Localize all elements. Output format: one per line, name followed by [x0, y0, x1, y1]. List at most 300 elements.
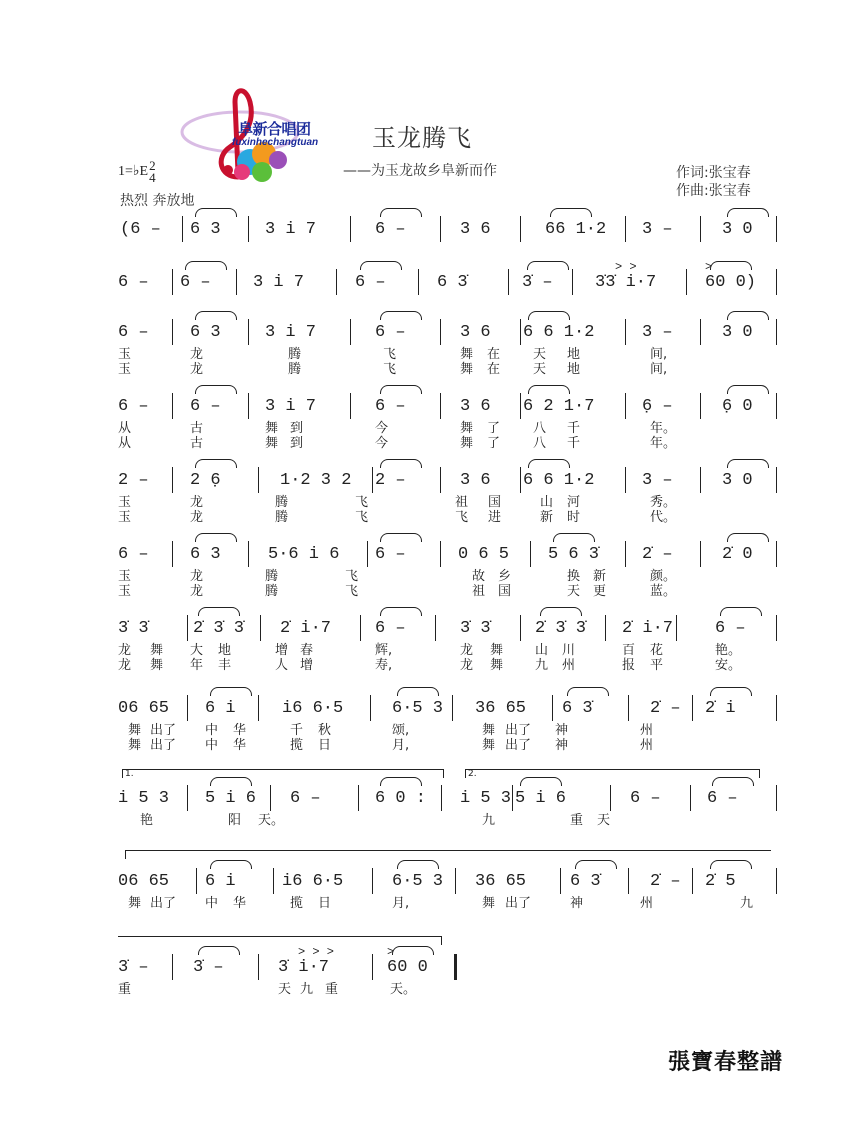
accent-mark: > >	[615, 260, 637, 274]
lyric-syllable: 到	[290, 421, 304, 436]
lyric-syllable: 天	[597, 813, 611, 828]
lyric-syllable: 故	[472, 569, 486, 584]
lyric-syllable: 年	[190, 658, 204, 673]
barline	[700, 541, 701, 567]
measure-notes: 6 –	[375, 220, 406, 239]
barline	[172, 319, 173, 345]
slur-mark	[527, 261, 569, 270]
lyric-syllable: 腾	[288, 347, 302, 362]
slur-mark	[575, 860, 617, 869]
key-signature	[118, 160, 156, 184]
slur-mark	[727, 208, 769, 217]
lyric-syllable: 舞	[128, 738, 142, 753]
barline	[273, 868, 274, 894]
lyric-syllable: 出了	[505, 723, 532, 738]
lyric-syllable: 龙	[118, 643, 132, 658]
lyricist: 作词:张宝春	[676, 165, 751, 181]
lyric-syllable: 舞	[482, 738, 496, 753]
measure-notes: 2̇ –	[650, 872, 681, 891]
lyric-syllable: 千	[290, 723, 304, 738]
lyric-syllable: 间,	[650, 347, 668, 362]
measure-notes: 2̇ 3̇ 3̇	[193, 619, 245, 638]
measure-notes: 6 2 1·7	[523, 397, 595, 416]
lyric-syllable: 艳。	[715, 643, 742, 658]
barline	[350, 319, 351, 345]
measure-notes: 2̇ –	[650, 699, 681, 718]
lyric-syllable: 飞	[345, 569, 359, 584]
lyric-syllable: 龙	[190, 569, 204, 584]
barline	[776, 269, 777, 295]
lyric-syllable: 国	[498, 584, 512, 599]
lyric-syllable: 天	[533, 362, 547, 377]
lyric-syllable: 舞	[265, 436, 279, 451]
measure-notes: 3̇ –	[118, 958, 149, 977]
slur-mark	[528, 459, 570, 468]
lyric-syllable: 八	[533, 421, 547, 436]
score-line	[0, 872, 862, 911]
barline	[520, 393, 521, 419]
lyric-syllable: 从	[118, 421, 132, 436]
measure-notes: 36 65	[475, 872, 527, 891]
slur-mark	[720, 607, 762, 616]
barline	[372, 868, 373, 894]
barline	[776, 467, 777, 493]
lyric-syllable: 日	[318, 738, 332, 753]
barline	[776, 216, 777, 242]
logo-subtext: fuxinhechangtuan	[232, 137, 319, 148]
measure-notes: 5 i 6	[205, 789, 257, 808]
tempo-marking: 热烈 奔放地	[120, 193, 195, 209]
lyric-syllable: 安。	[715, 658, 742, 673]
lyric-syllable: 中	[205, 896, 219, 911]
measure-notes: 6 –	[118, 273, 149, 292]
lyric-syllable: 了	[487, 436, 501, 451]
slur-mark	[520, 777, 562, 786]
lyric-syllable: 舞	[460, 436, 474, 451]
barline	[440, 393, 441, 419]
barline	[776, 541, 777, 567]
barline	[520, 319, 521, 345]
lyric-syllable: 玉	[118, 347, 132, 362]
song-title: 玉龙腾飞	[372, 124, 472, 152]
measure-notes: 3̇ i·7	[278, 958, 330, 977]
barline	[520, 467, 521, 493]
measure-notes: 2̇ 3̇ 3̇	[535, 619, 587, 638]
measure-notes: 6 –	[715, 619, 746, 638]
lyric-syllable: 飞	[383, 362, 397, 377]
barline	[776, 615, 777, 641]
lyric-syllable: 山	[540, 495, 554, 510]
barline	[172, 954, 173, 980]
song-subtitle: ——为玉龙故乡阜新而作	[343, 163, 497, 179]
slur-mark	[380, 459, 422, 468]
lyric-syllable: 从	[118, 436, 132, 451]
score-line	[0, 699, 862, 753]
lyric-syllable: 龙	[190, 584, 204, 599]
barline	[776, 319, 777, 345]
lyric-syllable: 神	[570, 896, 584, 911]
lyric-syllable: 百	[622, 643, 636, 658]
slur-mark	[727, 533, 769, 542]
measure-notes: 3 0	[722, 220, 753, 239]
barline	[625, 541, 626, 567]
lyric-syllable: 寿,	[375, 658, 393, 673]
measure-notes: 6 3	[190, 545, 221, 564]
lyric-syllable: 中	[205, 723, 219, 738]
lyric-syllable: 舞	[490, 658, 504, 673]
slur-mark	[550, 208, 592, 217]
lyric-syllable: 川	[562, 643, 576, 658]
lyric-syllable: 大	[190, 643, 204, 658]
barline	[248, 541, 249, 567]
slur-mark	[210, 860, 252, 869]
lyric-syllable: 出了	[150, 723, 177, 738]
section-bracket	[118, 936, 442, 937]
measure-notes: 3 6	[460, 323, 491, 342]
measure-notes: 06 65	[118, 699, 170, 718]
measure-notes: 3 6	[460, 397, 491, 416]
lyric-syllable: 龙	[460, 643, 474, 658]
barline	[700, 216, 701, 242]
barline	[625, 216, 626, 242]
lyric-syllable: 新	[593, 569, 607, 584]
measure-notes: 6 –	[118, 545, 149, 564]
measure-notes: 6 3	[190, 220, 221, 239]
measure-notes: 6̣ –	[642, 397, 673, 416]
accent-mark: >	[705, 260, 713, 274]
lyric-syllable: 地	[567, 362, 581, 377]
measure-notes: 6 6 1·2	[523, 323, 595, 342]
measure-notes: 3 –	[642, 220, 673, 239]
lyric-syllable: 秋	[318, 723, 332, 738]
slur-mark	[567, 687, 609, 696]
slur-mark	[380, 208, 422, 217]
lyric-syllable: 华	[233, 723, 247, 738]
lyric-syllable: 神	[555, 738, 569, 753]
slur-mark	[392, 946, 434, 955]
measure-notes: 06 65	[118, 872, 170, 891]
slur-mark	[198, 946, 240, 955]
barline	[418, 269, 419, 295]
lyric-syllable: 龙	[190, 347, 204, 362]
score-line	[0, 945, 862, 997]
slur-mark	[185, 261, 227, 270]
lyric-syllable: 八	[533, 436, 547, 451]
measure-notes: 3 6	[460, 471, 491, 490]
signature-watermark: 張寶春整譜	[668, 1049, 784, 1075]
barline	[452, 695, 453, 721]
barline	[625, 393, 626, 419]
measure-notes: 2̇ –	[642, 545, 673, 564]
slur-mark	[528, 311, 570, 320]
lyric-syllable: 千	[567, 421, 581, 436]
lyric-syllable: 揽	[290, 896, 304, 911]
measure-notes: (6 –	[120, 220, 161, 239]
lyric-syllable: 重	[325, 982, 339, 997]
measure-notes: 6̣ 0	[722, 397, 753, 416]
score-line	[0, 619, 862, 673]
measure-notes: 3̇ 3̇	[118, 619, 149, 638]
lyric-syllable: 龙	[118, 658, 132, 673]
lyric-syllable: 今	[375, 436, 389, 451]
lyric-syllable: 出了	[150, 896, 177, 911]
measure-notes: 2 6̣	[190, 471, 221, 490]
lyric-syllable: 年。	[650, 421, 677, 436]
lyric-syllable: 玉	[118, 362, 132, 377]
slur-mark	[380, 311, 422, 320]
barline	[625, 467, 626, 493]
measure-notes: 6·5 3	[392, 872, 444, 891]
lyric-syllable: 九	[482, 813, 496, 828]
lyric-syllable: 腾	[275, 510, 289, 525]
lyric-syllable: 天。	[258, 813, 285, 828]
barline	[776, 695, 777, 721]
slur-mark	[710, 261, 752, 270]
measure-notes: 3̇ –	[522, 273, 553, 292]
composer: 作曲:张宝春	[676, 183, 751, 199]
slur-mark	[195, 533, 237, 542]
barline	[260, 615, 261, 641]
score-line	[0, 220, 862, 250]
measure-notes: 6 –	[180, 273, 211, 292]
slur-mark	[380, 607, 422, 616]
barline	[776, 785, 777, 811]
volta-number: 2.	[468, 769, 477, 779]
measure-notes: 6·5 3	[392, 699, 444, 718]
lyric-syllable: 九	[740, 896, 754, 911]
lyric-syllable: 出了	[150, 738, 177, 753]
barline	[605, 615, 606, 641]
lyric-syllable: 腾	[265, 584, 279, 599]
barline	[440, 319, 441, 345]
measure-notes: 3̇ –	[193, 958, 224, 977]
barline	[676, 615, 677, 641]
accent-mark: > > >	[298, 945, 335, 959]
lyric-syllable: 飞	[455, 510, 469, 525]
lyric-syllable: 祖	[472, 584, 486, 599]
lyric-syllable: 千	[567, 436, 581, 451]
lyric-syllable: 平	[650, 658, 664, 673]
lyric-syllable: 地	[567, 347, 581, 362]
measure-notes: 6 –	[190, 397, 221, 416]
lyric-syllable: 华	[233, 896, 247, 911]
slur-mark	[195, 208, 237, 217]
lyric-syllable: 九	[300, 982, 314, 997]
lyric-syllable: 祖	[455, 495, 469, 510]
barline	[187, 695, 188, 721]
lyric-syllable: 重	[570, 813, 584, 828]
barline	[336, 269, 337, 295]
measure-notes: 2̇ i·7	[280, 619, 332, 638]
lyric-syllable: 增	[300, 658, 314, 673]
lyric-syllable: 舞	[150, 643, 164, 658]
slur-mark	[727, 385, 769, 394]
lyric-syllable: 飞	[355, 510, 369, 525]
lyric-syllable: 天。	[390, 982, 417, 997]
measure-notes: 3 0	[722, 323, 753, 342]
lyric-syllable: 更	[593, 584, 607, 599]
measure-notes: 3 –	[642, 323, 673, 342]
lyric-syllable: 龙	[190, 495, 204, 510]
measure-notes: 0 6 5	[458, 545, 510, 564]
lyric-syllable: 人	[275, 658, 289, 673]
lyric-syllable: 玉	[118, 584, 132, 599]
score-line	[0, 323, 862, 377]
measure-notes: 3 6	[460, 220, 491, 239]
slur-mark	[710, 860, 752, 869]
slur-mark	[380, 533, 422, 542]
lyric-syllable: 年。	[650, 436, 677, 451]
section-bracket	[125, 850, 771, 851]
measure-notes: 5·6 i 6	[268, 545, 340, 564]
barline	[258, 467, 259, 493]
measure-notes: 6 –	[375, 323, 406, 342]
slur-mark	[195, 311, 237, 320]
slur-mark	[540, 607, 582, 616]
slur-mark	[210, 777, 252, 786]
measure-notes: 2̇ i	[705, 699, 736, 718]
barline	[248, 216, 249, 242]
lyric-syllable: 飞	[383, 347, 397, 362]
accent-mark: >	[387, 945, 395, 959]
measure-notes: 2̇ 5	[705, 872, 736, 891]
lyric-syllable: 阳	[228, 813, 242, 828]
lyric-syllable: 春	[300, 643, 314, 658]
lyric-syllable: 中	[205, 738, 219, 753]
lyric-syllable: 月,	[392, 738, 410, 753]
barline	[172, 393, 173, 419]
lyric-syllable: 间,	[650, 362, 668, 377]
measure-notes: 6 3̇	[570, 872, 601, 891]
barline	[700, 319, 701, 345]
measure-notes: i6 6·5	[282, 699, 344, 718]
measure-notes: 3 i 7	[265, 220, 317, 239]
measure-notes: i 5 3	[118, 789, 170, 808]
volta-number: 1.	[125, 769, 134, 779]
lyric-syllable: 月,	[392, 896, 410, 911]
measure-notes: 6 0 :	[375, 789, 427, 808]
barline	[440, 467, 441, 493]
lyric-syllable: 腾	[265, 569, 279, 584]
volta-bracket	[465, 769, 760, 779]
measure-notes: 6 –	[118, 397, 149, 416]
measure-notes: 5 6 3̇	[548, 545, 600, 564]
score-line	[0, 769, 862, 828]
barline	[441, 785, 442, 811]
barline	[172, 541, 173, 567]
lyric-syllable: 玉	[118, 510, 132, 525]
measure-notes: 1·2 3 2	[280, 471, 352, 490]
measure-notes: 60 0)	[705, 273, 757, 292]
barline	[172, 269, 173, 295]
lyric-syllable: 舞	[460, 362, 474, 377]
lyric-syllable: 舞	[128, 896, 142, 911]
lyric-syllable: 揽	[290, 738, 304, 753]
lyric-syllable: 九	[535, 658, 549, 673]
lyric-syllable: 古	[190, 421, 204, 436]
measure-notes: 5 i 6	[515, 789, 567, 808]
barline	[248, 393, 249, 419]
measure-notes: i6 6·5	[282, 872, 344, 891]
lyric-syllable: 花	[650, 643, 664, 658]
measure-notes: 2 –	[375, 471, 406, 490]
score-line	[0, 471, 862, 525]
barline	[270, 785, 271, 811]
lyric-syllable: 报	[622, 658, 636, 673]
slur-mark	[210, 687, 252, 696]
key-label: 1=♭E	[118, 164, 149, 180]
barline	[372, 467, 373, 493]
lyric-syllable: 丰	[218, 658, 232, 673]
slur-mark	[397, 860, 439, 869]
logo-text: 阜新合唱团	[238, 120, 311, 138]
lyric-syllable: 舞	[460, 421, 474, 436]
barline	[440, 541, 441, 567]
lyric-syllable: 颂,	[392, 723, 410, 738]
lyric-syllable: 天	[278, 982, 292, 997]
barline	[258, 954, 259, 980]
lyric-syllable: 辉,	[375, 643, 393, 658]
lyric-syllable: 古	[190, 436, 204, 451]
measure-notes: 6 –	[290, 789, 321, 808]
lyric-syllable: 龙	[190, 362, 204, 377]
barline	[692, 695, 693, 721]
slur-mark	[195, 459, 237, 468]
lyric-syllable: 舞	[482, 896, 496, 911]
slur-mark	[727, 459, 769, 468]
lyric-syllable: 飞	[345, 584, 359, 599]
slur-mark	[380, 385, 422, 394]
measure-notes: 3̇ 3̇	[460, 619, 491, 638]
barline	[700, 393, 701, 419]
measure-notes: 60 0	[387, 958, 428, 977]
slur-mark	[195, 385, 237, 394]
slur-mark	[360, 261, 402, 270]
barline	[454, 954, 457, 980]
lyric-syllable: 舞	[482, 723, 496, 738]
barline	[367, 541, 368, 567]
barline	[236, 269, 237, 295]
lyric-syllable: 舞	[150, 658, 164, 673]
barline	[530, 541, 531, 567]
barline	[370, 695, 371, 721]
lyric-syllable: 州	[640, 738, 654, 753]
barline	[628, 868, 629, 894]
lyric-syllable: 今	[375, 421, 389, 436]
lyric-syllable: 天	[567, 584, 581, 599]
lyric-syllable: 舞	[460, 347, 474, 362]
lyric-syllable: 重	[118, 982, 132, 997]
lyric-syllable: 颜。	[650, 569, 677, 584]
barline	[776, 393, 777, 419]
lyric-syllable: 河	[567, 495, 581, 510]
score-line	[0, 397, 862, 451]
barline	[187, 615, 188, 641]
volta-bracket	[122, 769, 444, 779]
measure-notes: 3 i 7	[253, 273, 305, 292]
lyric-syllable: 在	[487, 362, 501, 377]
measure-notes: 6 3̇	[437, 273, 468, 292]
barline	[560, 868, 561, 894]
lyric-syllable: 蓝。	[650, 584, 677, 599]
measure-notes: 3 –	[642, 471, 673, 490]
lyric-syllable: 舞	[490, 643, 504, 658]
barline	[700, 467, 701, 493]
measure-notes: 6 3̇	[562, 699, 593, 718]
lyric-syllable: 进	[488, 510, 502, 525]
barline	[610, 785, 611, 811]
barline	[776, 868, 777, 894]
